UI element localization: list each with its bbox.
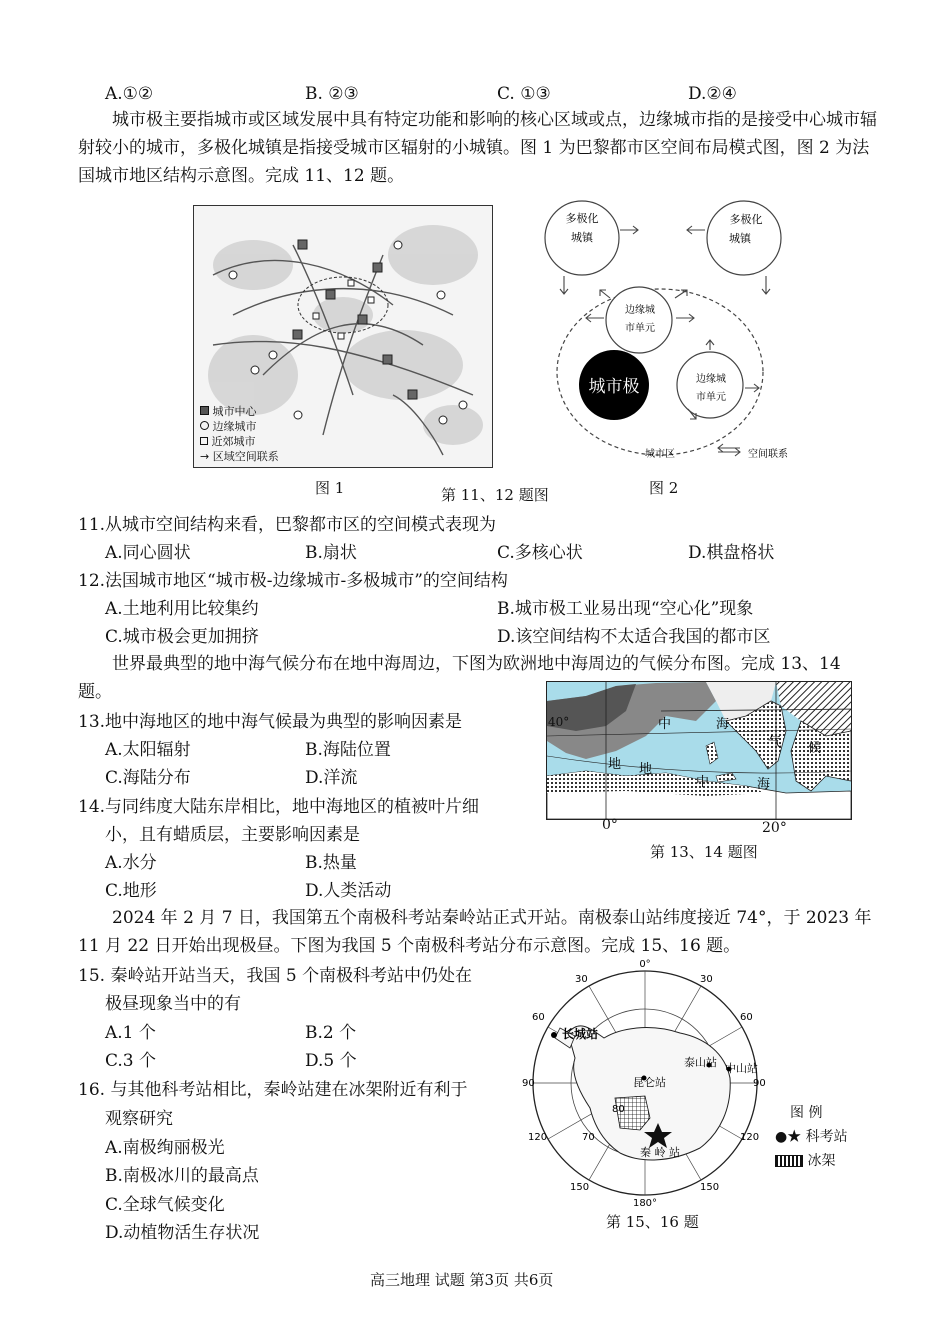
fig2-edge1-line1: 边缘城 [625, 305, 655, 316]
figure-2-structure [530, 198, 830, 468]
legend-ice-shelf: 冰架 [775, 1150, 835, 1170]
q15-stem-line1: 15. 秦岭站开站当天，我国 5 个南极科考站中仍处在 [78, 966, 473, 986]
q14-stem-line1: 14.与同纬度大陆东岸相比，地中海地区的植被叶片细 [78, 797, 480, 817]
fig2-caption: 图 2 [649, 479, 679, 497]
fig2-spatial-link: 空间联系 [748, 449, 788, 460]
lat-80: 80 [612, 1104, 625, 1115]
med-label-hou: 候 [808, 741, 822, 756]
med-lon-0: 0° [602, 817, 618, 833]
deg-60-west: 60 [532, 1012, 545, 1023]
fig2-poly2-line1: 多极化 [729, 213, 763, 226]
deg-90-west: 90 [522, 1078, 535, 1089]
antarctic-caption: 第 15、16 题 [606, 1213, 699, 1231]
med-label-di1: 地 [608, 757, 622, 772]
q10-option-b: B. ②③ [305, 84, 359, 104]
med-label-qi: 气 [768, 735, 782, 750]
deg-120-west: 120 [528, 1132, 548, 1143]
q10-option-c: C. ①③ [497, 84, 551, 104]
q15-option-b: B.2 个 [305, 1023, 357, 1043]
ice-shelf-icon [775, 1155, 803, 1167]
fig2-edge2-line1: 边缘城 [696, 374, 726, 385]
fig2-edge1-line2: 市单元 [625, 323, 655, 334]
page-footer: 高三地理 试题 第3页 共6页 [370, 1271, 554, 1289]
lat-70: 70 [582, 1132, 595, 1143]
q11-option-b: B.扇状 [305, 543, 357, 563]
q13-stem: 13.地中海地区的地中海气候最为典型的影响因素是 [78, 712, 463, 732]
q13-option-c: C.海陆分布 [105, 768, 191, 788]
station-zhongshan: 中山站 [725, 1062, 758, 1075]
q12-stem: 12.法国城市地区“城市极-边缘城市-多极城市”的空间结构 [78, 571, 508, 591]
q11-option-c: C.多核心状 [497, 543, 583, 563]
deg-150-west: 150 [570, 1182, 590, 1193]
q16-stem-line2: 观察研究 [105, 1109, 173, 1129]
q14-option-a: A.水分 [105, 853, 157, 873]
q16-option-b: B.南极冰川的最高点 [105, 1166, 259, 1186]
q13-option-a: A.太阳辐射 [105, 740, 191, 760]
q13-option-b: B.海陆位置 [305, 740, 391, 760]
q15-stem-line2: 极昼现象当中的有 [105, 994, 241, 1014]
q15-option-d: D.5 个 [305, 1051, 357, 1071]
med-lat-label: 40° [548, 715, 570, 729]
q14-stem-line2: 小，且有蜡质层，主要影响因素是 [105, 825, 360, 845]
med-label-zhong2: 中 [696, 775, 710, 790]
intro-15-16: 2024 年 2 月 7 日，我国第五个南极科考站秦岭站正式开站。南极泰山站纬度接近 74°，于 2023 年 11 月 22 日开始出现极昼。下图为我国 5 个南极科考站分布示意图。完成 15、16 题。 [78, 908, 872, 956]
q16-stem-line1: 16. 与其他科考站相比，秦岭站建在冰架附近有利于 [78, 1080, 468, 1100]
q15-option-c: C.3 个 [105, 1051, 157, 1071]
fig-11-12-caption: 第 11、12 题图 [441, 486, 549, 504]
q14-option-d: D.人类活动 [305, 881, 392, 901]
meridian-0: 0° [639, 959, 651, 970]
med-label-hai2: 海 [757, 777, 771, 792]
station-changcheng: 长城站 [562, 1027, 599, 1041]
q16-option-d: D.动植物活生存状况 [105, 1223, 260, 1243]
q16-option-c: C.全球气候变化 [105, 1195, 225, 1215]
med-label-di2: 地 [639, 762, 653, 777]
q14-option-c: C.地形 [105, 881, 157, 901]
q12-option-c: C.城市极会更加拥挤 [105, 627, 259, 647]
legend-station: ●★ 科考站 [775, 1129, 848, 1145]
intro-13-14: 世界最典型的地中海气候分布在地中海周边，下图为欧洲地中海周边的气候分布图。完成 13、14 题。 [78, 654, 841, 702]
meridian-180: 180° [632, 1198, 658, 1208]
deg-60-east: 60 [740, 1012, 753, 1023]
deg-150-east: 150 [700, 1182, 720, 1193]
station-kunlun: 昆仑站 [633, 1076, 666, 1089]
fig2-poly2-line2: 城镇 [729, 232, 751, 245]
intro-11-12: 城市极主要指城市或区域发展中具有特定功能和影响的核心区域或点，边缘城市指的是接受中心城市辐射较小的城市，多极化城镇是指接受城市区辐射的小城镇。图 1 为巴黎都市区空间布局模式图，图 2 为法国城市地区结构示意图。完成 11、12 题。 [78, 110, 877, 186]
q11-option-d: D.棋盘格状 [688, 543, 775, 563]
deg-90-east: 90 [753, 1078, 766, 1089]
fig1-legend: 城市中心 边缘城市 近郊城市 → 区域空间联系 [200, 405, 279, 463]
antarctic-stations-map [520, 958, 770, 1208]
q12-option-d: D.该空间结构不太适合我国的都市区 [497, 627, 771, 647]
q10-option-d: D.②④ [688, 84, 737, 104]
med-label-hai: 海 [716, 717, 730, 732]
q10-option-a: A.①② [105, 84, 154, 104]
station-qinling: 秦 岭 站 [640, 1146, 680, 1159]
fig2-pole-label: 城市极 [588, 377, 640, 397]
q13-option-d: D.洋流 [305, 768, 358, 788]
med-caption: 第 13、14 题图 [650, 843, 758, 861]
deg-30-east: 30 [700, 974, 713, 985]
fig2-poly1-line2: 城镇 [571, 231, 593, 244]
mediterranean-climate-map [546, 681, 852, 820]
q12-option-a: A.土地利用比较集约 [105, 599, 259, 619]
q12-option-b: B.城市极工业易出现“空心化”现象 [497, 599, 754, 619]
q11-option-a: A.同心圆状 [105, 543, 191, 563]
med-lon-20: 20° [762, 820, 787, 836]
station-taishan: 泰山站 [684, 1056, 717, 1069]
q11-stem: 11.从城市空间结构来看，巴黎都市区的空间模式表现为 [78, 515, 497, 535]
fig2-urban-area: 城市区 [645, 449, 675, 460]
legend-station-icon: ●★ [775, 1129, 802, 1145]
q15-option-a: A.1 个 [105, 1023, 156, 1043]
q14-option-b: B.热量 [305, 853, 357, 873]
fig2-edge2-line2: 市单元 [696, 392, 726, 403]
legend-title: 图 例 [790, 1105, 823, 1121]
fig2-poly1-line1: 多极化 [565, 212, 599, 225]
q16-option-a: A.南极绚丽极光 [105, 1138, 225, 1158]
deg-30-west: 30 [575, 974, 588, 985]
med-label-zhong: 中 [658, 717, 672, 732]
deg-120-east: 120 [740, 1132, 760, 1143]
fig1-caption: 图 1 [315, 479, 345, 497]
